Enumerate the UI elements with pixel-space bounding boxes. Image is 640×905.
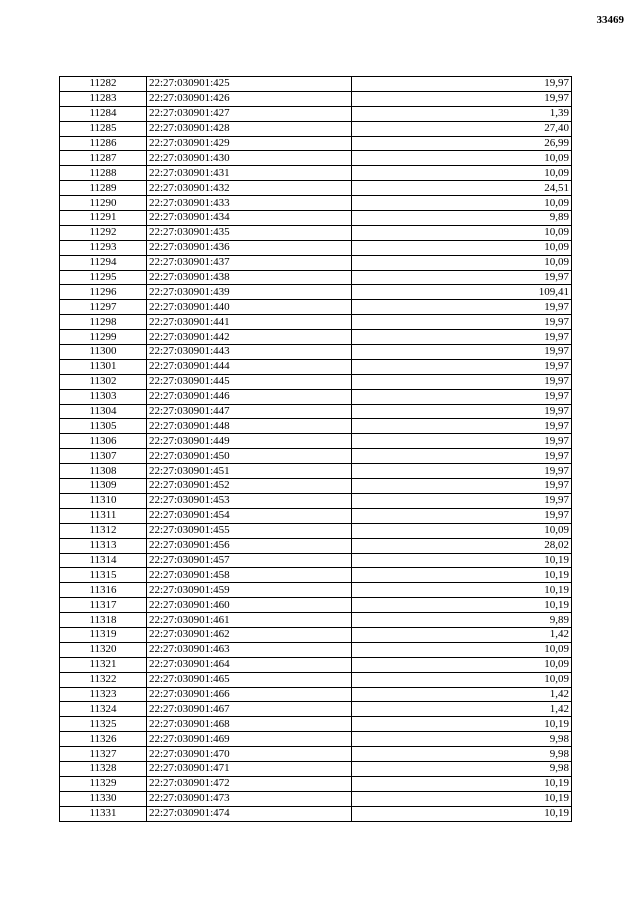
row-number-cell: 11330 — [60, 791, 147, 806]
cadastral-number-cell: 22:27:030901:466 — [147, 687, 352, 702]
table-row — [60, 747, 572, 762]
row-number-cell: 11313 — [60, 538, 147, 553]
value-cell: 10,19 — [352, 717, 572, 732]
table-row — [60, 672, 572, 687]
row-number-cell: 11318 — [60, 613, 147, 628]
value-cell: 10,09 — [352, 642, 572, 657]
cadastral-number-cell: 22:27:030901:462 — [147, 627, 352, 642]
cadastral-number-cell: 22:27:030901:425 — [147, 77, 352, 92]
value-cell: 19,97 — [352, 479, 572, 494]
cadastral-number-cell: 22:27:030901:465 — [147, 672, 352, 687]
row-number-cell: 11327 — [60, 747, 147, 762]
value-cell: 19,97 — [352, 374, 572, 389]
cadastral-number-cell: 22:27:030901:440 — [147, 300, 352, 315]
row-number-cell: 11288 — [60, 166, 147, 181]
value-cell: 10,19 — [352, 791, 572, 806]
cadastral-number-cell: 22:27:030901:426 — [147, 91, 352, 106]
table-row — [60, 77, 572, 92]
row-number-cell: 11309 — [60, 479, 147, 494]
cadastral-number-cell: 22:27:030901:454 — [147, 508, 352, 523]
row-number-cell: 11315 — [60, 568, 147, 583]
cadastral-number-cell: 22:27:030901:460 — [147, 598, 352, 613]
page-number: 33469 — [596, 14, 624, 26]
table-row — [60, 523, 572, 538]
table-row — [60, 598, 572, 613]
row-number-cell: 11321 — [60, 657, 147, 672]
table-row — [60, 404, 572, 419]
cadastral-number-cell: 22:27:030901:432 — [147, 181, 352, 196]
value-cell: 10,09 — [352, 196, 572, 211]
cadastral-number-cell: 22:27:030901:430 — [147, 151, 352, 166]
row-number-cell: 11284 — [60, 106, 147, 121]
row-number-cell: 11282 — [60, 77, 147, 92]
row-number-cell: 11320 — [60, 642, 147, 657]
row-number-cell: 11301 — [60, 359, 147, 374]
row-number-cell: 11316 — [60, 583, 147, 598]
value-cell: 10,09 — [352, 255, 572, 270]
row-number-cell: 11312 — [60, 523, 147, 538]
cadastral-number-cell: 22:27:030901:463 — [147, 642, 352, 657]
row-number-cell: 11328 — [60, 761, 147, 776]
value-cell: 10,19 — [352, 553, 572, 568]
cadastral-number-cell: 22:27:030901:452 — [147, 479, 352, 494]
cadastral-number-cell: 22:27:030901:449 — [147, 434, 352, 449]
table-row — [60, 434, 572, 449]
value-cell: 19,97 — [352, 345, 572, 360]
table-row — [60, 136, 572, 151]
table-row — [60, 240, 572, 255]
table-row — [60, 285, 572, 300]
value-cell: 27,40 — [352, 121, 572, 136]
row-number-cell: 11286 — [60, 136, 147, 151]
value-cell: 10,19 — [352, 568, 572, 583]
table-row — [60, 732, 572, 747]
value-cell: 19,97 — [352, 300, 572, 315]
value-cell: 24,51 — [352, 181, 572, 196]
cadastral-number-cell: 22:27:030901:464 — [147, 657, 352, 672]
row-number-cell: 11304 — [60, 404, 147, 419]
table-row — [60, 91, 572, 106]
table-row — [60, 196, 572, 211]
cadastral-number-cell: 22:27:030901:456 — [147, 538, 352, 553]
cadastral-number-cell: 22:27:030901:436 — [147, 240, 352, 255]
cadastral-number-cell: 22:27:030901:471 — [147, 761, 352, 776]
value-cell: 19,97 — [352, 404, 572, 419]
row-number-cell: 11329 — [60, 776, 147, 791]
table-row — [60, 538, 572, 553]
value-cell: 10,09 — [352, 672, 572, 687]
table-row — [60, 211, 572, 226]
value-cell: 10,19 — [352, 598, 572, 613]
cadastral-number-cell: 22:27:030901:453 — [147, 493, 352, 508]
cadastral-number-cell: 22:27:030901:472 — [147, 776, 352, 791]
value-cell: 19,97 — [352, 419, 572, 434]
table-row — [60, 627, 572, 642]
value-cell: 10,19 — [352, 806, 572, 821]
value-cell: 19,97 — [352, 493, 572, 508]
cadastral-number-cell: 22:27:030901:447 — [147, 404, 352, 419]
cadastral-number-cell: 22:27:030901:468 — [147, 717, 352, 732]
row-number-cell: 11299 — [60, 330, 147, 345]
table-body — [60, 77, 572, 822]
table-row — [60, 613, 572, 628]
cadastral-number-cell: 22:27:030901:437 — [147, 255, 352, 270]
table-row — [60, 389, 572, 404]
table-row — [60, 717, 572, 732]
cadastral-number-cell: 22:27:030901:435 — [147, 225, 352, 240]
value-cell: 10,09 — [352, 166, 572, 181]
value-cell: 19,97 — [352, 434, 572, 449]
table-row — [60, 374, 572, 389]
table-row — [60, 419, 572, 434]
value-cell: 9,98 — [352, 761, 572, 776]
row-number-cell: 11319 — [60, 627, 147, 642]
row-number-cell: 11296 — [60, 285, 147, 300]
cadastral-number-cell: 22:27:030901:457 — [147, 553, 352, 568]
value-cell: 1,42 — [352, 702, 572, 717]
table-row — [60, 315, 572, 330]
value-cell: 10,19 — [352, 776, 572, 791]
table-row — [60, 761, 572, 776]
value-cell: 10,09 — [352, 225, 572, 240]
value-cell: 19,97 — [352, 91, 572, 106]
value-cell: 19,97 — [352, 508, 572, 523]
row-number-cell: 11306 — [60, 434, 147, 449]
table-row — [60, 330, 572, 345]
value-cell: 19,97 — [352, 270, 572, 285]
row-number-cell: 11290 — [60, 196, 147, 211]
value-cell: 1,39 — [352, 106, 572, 121]
row-number-cell: 11314 — [60, 553, 147, 568]
row-number-cell: 11285 — [60, 121, 147, 136]
cadastral-number-cell: 22:27:030901:433 — [147, 196, 352, 211]
row-number-cell: 11300 — [60, 345, 147, 360]
row-number-cell: 11325 — [60, 717, 147, 732]
row-number-cell: 11324 — [60, 702, 147, 717]
row-number-cell: 11302 — [60, 374, 147, 389]
row-number-cell: 11305 — [60, 419, 147, 434]
cadastral-number-cell: 22:27:030901:451 — [147, 464, 352, 479]
cadastral-number-cell: 22:27:030901:469 — [147, 732, 352, 747]
row-number-cell: 11297 — [60, 300, 147, 315]
table-row — [60, 479, 572, 494]
row-number-cell: 11292 — [60, 225, 147, 240]
cadastral-number-cell: 22:27:030901:431 — [147, 166, 352, 181]
row-number-cell: 11287 — [60, 151, 147, 166]
table-row — [60, 106, 572, 121]
value-cell: 19,97 — [352, 389, 572, 404]
table-row — [60, 568, 572, 583]
table-row — [60, 791, 572, 806]
table-row — [60, 687, 572, 702]
cadastral-number-cell: 22:27:030901:439 — [147, 285, 352, 300]
row-number-cell: 11308 — [60, 464, 147, 479]
table-row — [60, 702, 572, 717]
row-number-cell: 11303 — [60, 389, 147, 404]
value-cell: 9,98 — [352, 732, 572, 747]
cadastral-number-cell: 22:27:030901:461 — [147, 613, 352, 628]
row-number-cell: 11311 — [60, 508, 147, 523]
table-row — [60, 300, 572, 315]
table-row — [60, 657, 572, 672]
cadastral-number-cell: 22:27:030901:450 — [147, 449, 352, 464]
table-row — [60, 151, 572, 166]
row-number-cell: 11294 — [60, 255, 147, 270]
table-row — [60, 270, 572, 285]
cadastral-number-cell: 22:27:030901:474 — [147, 806, 352, 821]
value-cell: 10,09 — [352, 240, 572, 255]
value-cell: 19,97 — [352, 464, 572, 479]
cadastral-number-cell: 22:27:030901:445 — [147, 374, 352, 389]
table-row — [60, 776, 572, 791]
cadastral-number-cell: 22:27:030901:441 — [147, 315, 352, 330]
cadastral-number-cell: 22:27:030901:470 — [147, 747, 352, 762]
value-cell: 19,97 — [352, 449, 572, 464]
value-cell: 19,97 — [352, 330, 572, 345]
value-cell: 28,02 — [352, 538, 572, 553]
cadastral-number-cell: 22:27:030901:442 — [147, 330, 352, 345]
cadastral-number-cell: 22:27:030901:428 — [147, 121, 352, 136]
table-row — [60, 493, 572, 508]
table-row — [60, 508, 572, 523]
value-cell: 26,99 — [352, 136, 572, 151]
cadastral-number-cell: 22:27:030901:467 — [147, 702, 352, 717]
row-number-cell: 11310 — [60, 493, 147, 508]
value-cell: 19,97 — [352, 77, 572, 92]
row-number-cell: 11291 — [60, 211, 147, 226]
row-number-cell: 11289 — [60, 181, 147, 196]
table-row — [60, 121, 572, 136]
row-number-cell: 11293 — [60, 240, 147, 255]
value-cell: 109,41 — [352, 285, 572, 300]
cadastral-number-cell: 22:27:030901:448 — [147, 419, 352, 434]
value-cell: 1,42 — [352, 687, 572, 702]
table-row — [60, 583, 572, 598]
table-row — [60, 345, 572, 360]
table-row — [60, 181, 572, 196]
cadastral-number-cell: 22:27:030901:429 — [147, 136, 352, 151]
cadastral-number-cell: 22:27:030901:438 — [147, 270, 352, 285]
row-number-cell: 11298 — [60, 315, 147, 330]
value-cell: 10,09 — [352, 151, 572, 166]
cadastral-number-cell: 22:27:030901:434 — [147, 211, 352, 226]
row-number-cell: 11326 — [60, 732, 147, 747]
cadastral-number-cell: 22:27:030901:458 — [147, 568, 352, 583]
table-row — [60, 806, 572, 821]
table-row — [60, 255, 572, 270]
cadastral-number-cell: 22:27:030901:427 — [147, 106, 352, 121]
row-number-cell: 11323 — [60, 687, 147, 702]
value-cell: 10,19 — [352, 583, 572, 598]
table-row — [60, 166, 572, 181]
row-number-cell: 11295 — [60, 270, 147, 285]
row-number-cell: 11322 — [60, 672, 147, 687]
row-number-cell: 11283 — [60, 91, 147, 106]
table-row — [60, 553, 572, 568]
value-cell: 10,09 — [352, 523, 572, 538]
table-row — [60, 642, 572, 657]
value-cell: 9,89 — [352, 211, 572, 226]
table-row — [60, 464, 572, 479]
value-cell: 10,09 — [352, 657, 572, 672]
row-number-cell: 11317 — [60, 598, 147, 613]
cadastral-number-cell: 22:27:030901:459 — [147, 583, 352, 598]
table-row — [60, 449, 572, 464]
cadastral-number-cell: 22:27:030901:446 — [147, 389, 352, 404]
value-cell: 9,89 — [352, 613, 572, 628]
table-row — [60, 359, 572, 374]
value-cell: 9,98 — [352, 747, 572, 762]
row-number-cell: 11307 — [60, 449, 147, 464]
cadastral-number-cell: 22:27:030901:444 — [147, 359, 352, 374]
row-number-cell: 11331 — [60, 806, 147, 821]
value-cell: 19,97 — [352, 315, 572, 330]
value-cell: 19,97 — [352, 359, 572, 374]
cadastral-number-cell: 22:27:030901:473 — [147, 791, 352, 806]
data-table — [59, 76, 572, 822]
value-cell: 1,42 — [352, 627, 572, 642]
cadastral-number-cell: 22:27:030901:443 — [147, 345, 352, 360]
cadastral-number-cell: 22:27:030901:455 — [147, 523, 352, 538]
table-row — [60, 225, 572, 240]
